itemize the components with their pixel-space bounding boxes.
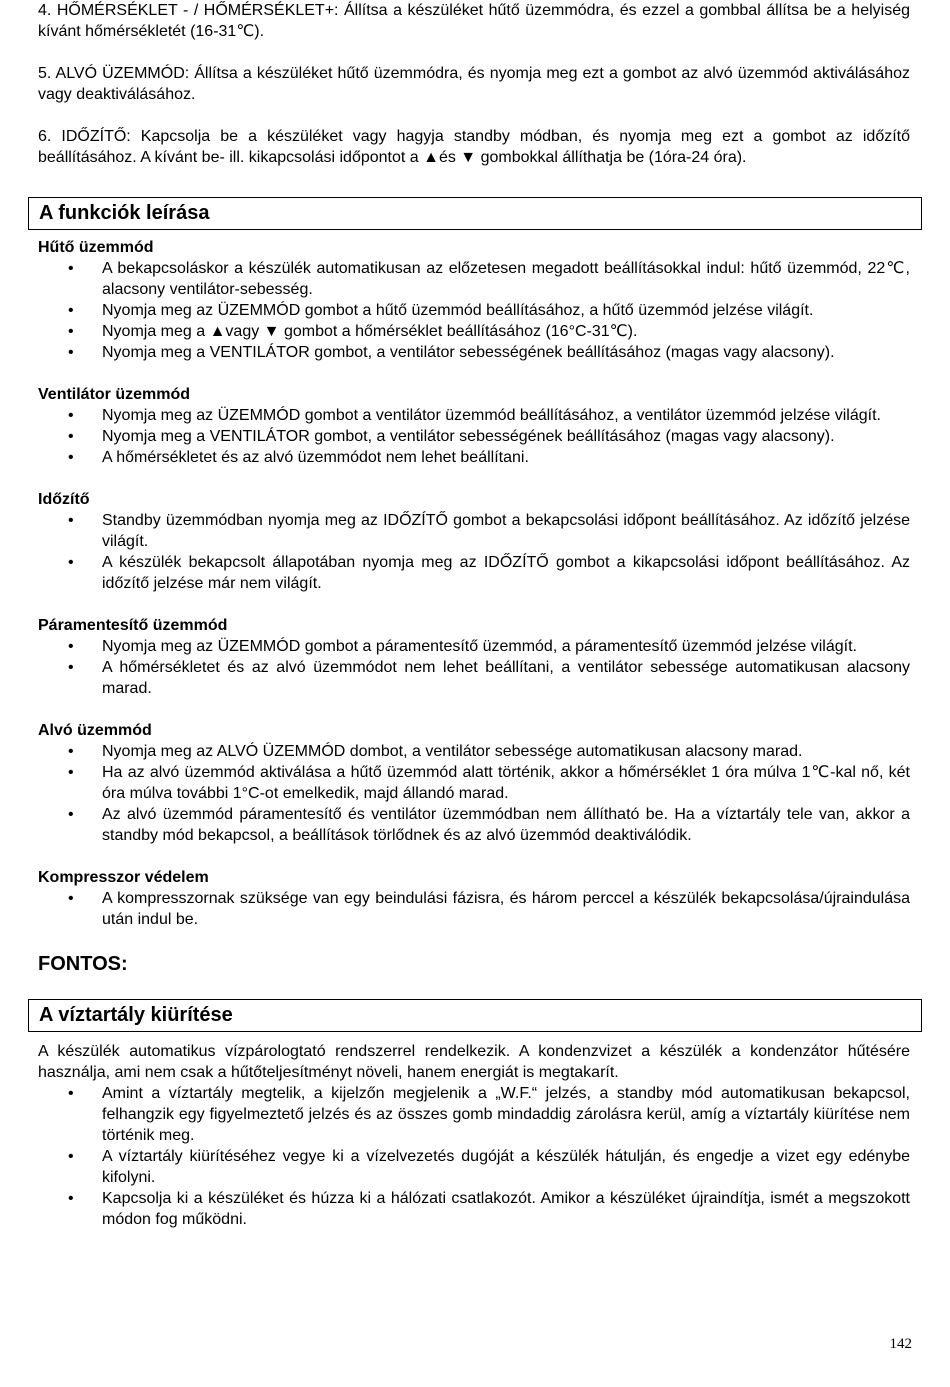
- drain-paragraph: A készülék automatikus vízpárologtató rendszerrel rendelkezik. A kondenzvizet a készülék a kondenzátor hűtésére használja, ami nem csak a hűtőteljesítményt növeli, hanem energiát is megtakarít.: [38, 1043, 910, 1081]
- bullet-list: [38, 636, 910, 699]
- list-item-text: Nyomja meg az ÜZEMMÓD gombot a páramentesítő üzemmód, a páramentesítő üzemmód jelzése világít.: [102, 638, 857, 655]
- bullet-list: [38, 510, 910, 594]
- list-item: [38, 1188, 910, 1230]
- bullet-icon: •: [68, 512, 74, 529]
- list-item: [38, 405, 910, 426]
- bullet-list: [38, 888, 910, 930]
- function-section: [38, 615, 910, 699]
- function-sections: [38, 237, 910, 930]
- section-subheading: Hűtő üzemmód: [38, 239, 154, 256]
- section-subheading: Ventilátor üzemmód: [38, 386, 191, 403]
- list-item-text: Nyomja meg a VENTILÁTOR gombot, a ventilátor sebességének beállításához (magas vagy alacsony).: [102, 428, 835, 445]
- list-item: [38, 1083, 910, 1146]
- list-item-text: Az alvó üzemmód páramentesítő és ventilátor üzemmódban nem állítható be. Ha a víztartály tele van, akkor a standby mód bekapcsol, a beállítások törlődnek és az alvó üzemmód deaktiválódik.: [102, 806, 910, 844]
- bullet-list: [38, 258, 910, 363]
- intro-item-5: 5. ALVÓ ÜZEMMÓD: Állítsa a készüléket hűtő üzemmódra, és nyomja meg ezt a gombot az alvó üzemmód aktiválásához vagy deaktiválásához.: [38, 65, 910, 103]
- bullet-icon: •: [68, 806, 74, 823]
- important-label: FONTOS:: [38, 953, 128, 975]
- function-section: [38, 489, 910, 594]
- drain-list: [38, 1083, 910, 1230]
- bullet-icon: •: [68, 659, 74, 676]
- list-item-text: Nyomja meg a ▲vagy ▼ gombot a hőmérséklet beállításához (16°C-31℃).: [102, 323, 638, 340]
- function-section: [38, 720, 910, 846]
- list-item: [38, 258, 910, 300]
- bullet-icon: •: [68, 1148, 74, 1165]
- list-item-text: Nyomja meg az ÜZEMMÓD gombot a ventilátor üzemmód beállításához, a ventilátor üzemmód jelzése világít.: [102, 407, 881, 424]
- bullet-icon: •: [68, 428, 74, 445]
- bullet-icon: •: [68, 323, 74, 340]
- bullet-icon: •: [68, 344, 74, 361]
- function-section: [38, 867, 910, 930]
- section-subheading: Időzítő: [38, 491, 90, 508]
- bullet-icon: •: [68, 449, 74, 466]
- bullet-icon: •: [68, 407, 74, 424]
- list-item: [38, 636, 910, 657]
- bullet-list: [38, 405, 910, 468]
- section-title-drain: A víztartály kiürítése: [28, 999, 922, 1032]
- page-number: 142: [889, 1336, 912, 1352]
- section-title-functions: A funkciók leírása: [28, 197, 922, 230]
- list-item-text: A bekapcsoláskor a készülék automatikusan az előzetesen megadott beállításokkal indul: hűtő üzemmód, 22℃, alacsony ventilátor-sebesség.: [102, 260, 910, 298]
- list-item: [38, 321, 910, 342]
- bullet-icon: •: [68, 1190, 74, 1207]
- bullet-icon: •: [68, 554, 74, 571]
- list-item-text: A készülék bekapcsolt állapotában nyomja meg az IDŐZÍTŐ gombot a kikapcsolási időpont beállításához. Az időzítő jelzése már nem világít.: [102, 554, 910, 592]
- list-item: [38, 510, 910, 552]
- intro-item-6: 6. IDŐZÍTŐ: Kapcsolja be a készüléket vagy hagyja standby módban, és nyomja meg ezt a gombot az időzítő beállításához. A kívánt be- ill. kikapcsolási időpontot a ▲és ▼ gombokkal állíthatja be (1óra-24 óra).: [38, 128, 910, 166]
- intro-list: [38, 0, 910, 168]
- list-item: [38, 342, 910, 363]
- bullet-icon: •: [68, 302, 74, 319]
- list-item-text: Standby üzemmódban nyomja meg az IDŐZÍTŐ gombot a bekapcsolási időpont beállításához. Az időzítő jelzése világít.: [102, 512, 910, 550]
- list-item-text: Nyomja meg az ALVÓ ÜZEMMÓD dombot, a ventilátor sebessége automatikusan alacsony marad.: [102, 743, 803, 760]
- bullet-icon: •: [68, 1085, 74, 1102]
- bullet-icon: •: [68, 638, 74, 655]
- list-item: [38, 804, 910, 846]
- list-item-text: Nyomja meg a VENTILÁTOR gombot, a ventilátor sebességének beállításához (magas vagy alacsony).: [102, 344, 835, 361]
- bullet-list: [38, 741, 910, 846]
- list-item-text: A kompresszornak szüksége van egy beindulási fázisra, és három perccel a készülék bekapcsolása/újraindulása után indul be.: [102, 890, 910, 928]
- list-item: [38, 762, 910, 804]
- section-subheading: Páramentesítő üzemmód: [38, 617, 228, 634]
- bullet-icon: •: [68, 890, 74, 907]
- list-item-text: A víztartály kiürítéséhez vegye ki a vízelvezetés dugóját a készülék hátulján, és engedje a vizet egy edénybe kifolyni.: [102, 1148, 910, 1186]
- list-item: [38, 447, 910, 468]
- section-subheading: Kompresszor védelem: [38, 869, 209, 886]
- intro-item-4: 4. HŐMÉRSÉKLET - / HŐMÉRSÉKLET+: Állítsa a készüléket hűtő üzemmódra, és ezzel a gombbal állítsa be a helyiség kívánt hőmérsékletét (16-31℃).: [38, 2, 910, 40]
- list-item-text: Kapcsolja ki a készüléket és húzza ki a hálózati csatlakozót. Amikor a készüléket újraindítja, ismét a megszokott módon fog működni.: [102, 1190, 910, 1228]
- function-section: [38, 384, 910, 468]
- function-section: [38, 237, 910, 363]
- list-item-text: Ha az alvó üzemmód aktiválása a hűtő üzemmód alatt történik, akkor a hőmérséklet 1 óra múlva 1℃-kal nő, két óra múlva további 1°C-ot emelkedik, majd állandó marad.: [102, 764, 910, 802]
- list-item: [38, 300, 910, 321]
- document-page: [38, 0, 910, 1230]
- bullet-icon: •: [68, 743, 74, 760]
- list-item-text: A hőmérsékletet és az alvó üzemmódot nem lehet beállítani, a ventilátor sebessége automatikusan alacsony marad.: [102, 659, 910, 697]
- bullet-icon: •: [68, 260, 74, 277]
- list-item: [38, 888, 910, 930]
- list-item: [38, 426, 910, 447]
- bullet-icon: •: [68, 764, 74, 781]
- list-item-text: A hőmérsékletet és az alvó üzemmódot nem lehet beállítani.: [102, 449, 529, 466]
- list-item: [38, 657, 910, 699]
- list-item: [38, 552, 910, 594]
- list-item-text: Amint a víztartály megtelik, a kijelzőn megjelenik a „W.F.“ jelzés, a standby mód automatikusan bekapcsol, felhangzik egy figyelmeztető jelzés és az összes gomb mindaddig zárolásra kerül, amíg a víztartály kiürítése nem történik meg.: [102, 1085, 910, 1144]
- list-item: [38, 1146, 910, 1188]
- section-subheading: Alvó üzemmód: [38, 722, 152, 739]
- list-item: [38, 741, 910, 762]
- list-item-text: Nyomja meg az ÜZEMMÓD gombot a hűtő üzemmód beállításához, a hűtő üzemmód jelzése világít.: [102, 302, 814, 319]
